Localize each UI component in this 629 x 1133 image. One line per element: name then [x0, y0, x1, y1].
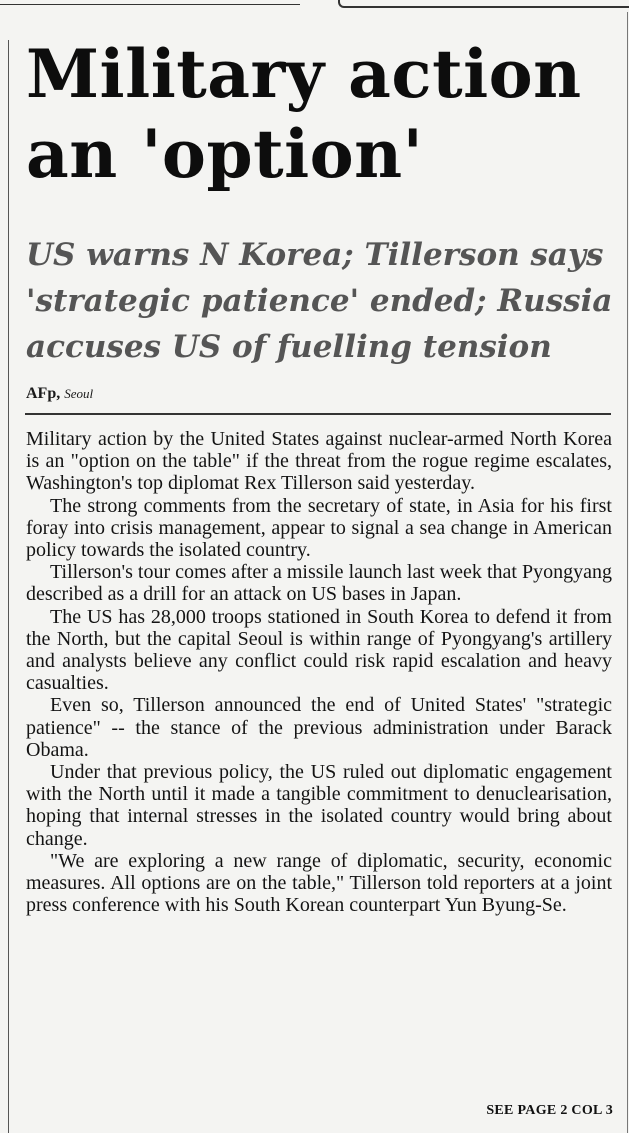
- byline-divider: [25, 413, 611, 415]
- paragraph: The strong comments from the secretary of state, in Asia for his first foray into crisis management, appear to signal a sea change in American policy towards the isolated country.: [26, 494, 612, 562]
- top-rule-right: [338, 0, 629, 8]
- paragraph: The US has 28,000 troops stationed in South Korea to defend it from the North, but the capital Seoul is within range of Pyongyang's artillery and analysts believe any conflict could risk rapid escalation and heavy casualties.: [26, 605, 612, 695]
- byline: [26, 385, 93, 403]
- column-rule-right: [627, 12, 628, 1133]
- headline-line-1: Military action: [26, 35, 582, 113]
- headline-line-2: an 'option': [26, 115, 424, 193]
- column-rule-left: [8, 40, 9, 1133]
- paragraph: "We are exploring a new range of diplomatic, security, economic measures. All options are on the table," Tillerson told reporters at a joint press conference with his South Korean counterpart Yun Byung-Se.: [26, 849, 612, 917]
- subheadline: US warns N Korea; Tillerson says 'strategic patience' ended; Russia accuses US of fuelling tension: [26, 237, 613, 365]
- paragraph: Tillerson's tour comes after a missile launch last week that Pyongyang described as a drill for an attack on US bases in Japan.: [26, 561, 612, 606]
- headline: [26, 34, 626, 194]
- article-body: [26, 428, 612, 916]
- paragraph: Even so, Tillerson announced the end of United States' "strategic patience" -- the stance of the previous administration under Barack Obama.: [26, 694, 612, 761]
- paragraph: Military action by the United States against nuclear-armed North Korea is an "option on the table" if the threat from the rogue regime escalates, Washington's top diplomat Rex Tillerson said yesterday.: [26, 428, 612, 495]
- paragraph: Under that previous policy, the US ruled out diplomatic engagement with the North until it made a tangible commitment to denuclearisation, hoping that internal stresses in the isolated country would bring about change.: [26, 761, 612, 850]
- byline-location: Seoul: [64, 386, 94, 401]
- continuation-note: SEE PAGE 2 COL 3: [486, 1103, 613, 1118]
- top-rule-left: [0, 4, 300, 5]
- byline-agency: AFp,: [26, 385, 61, 402]
